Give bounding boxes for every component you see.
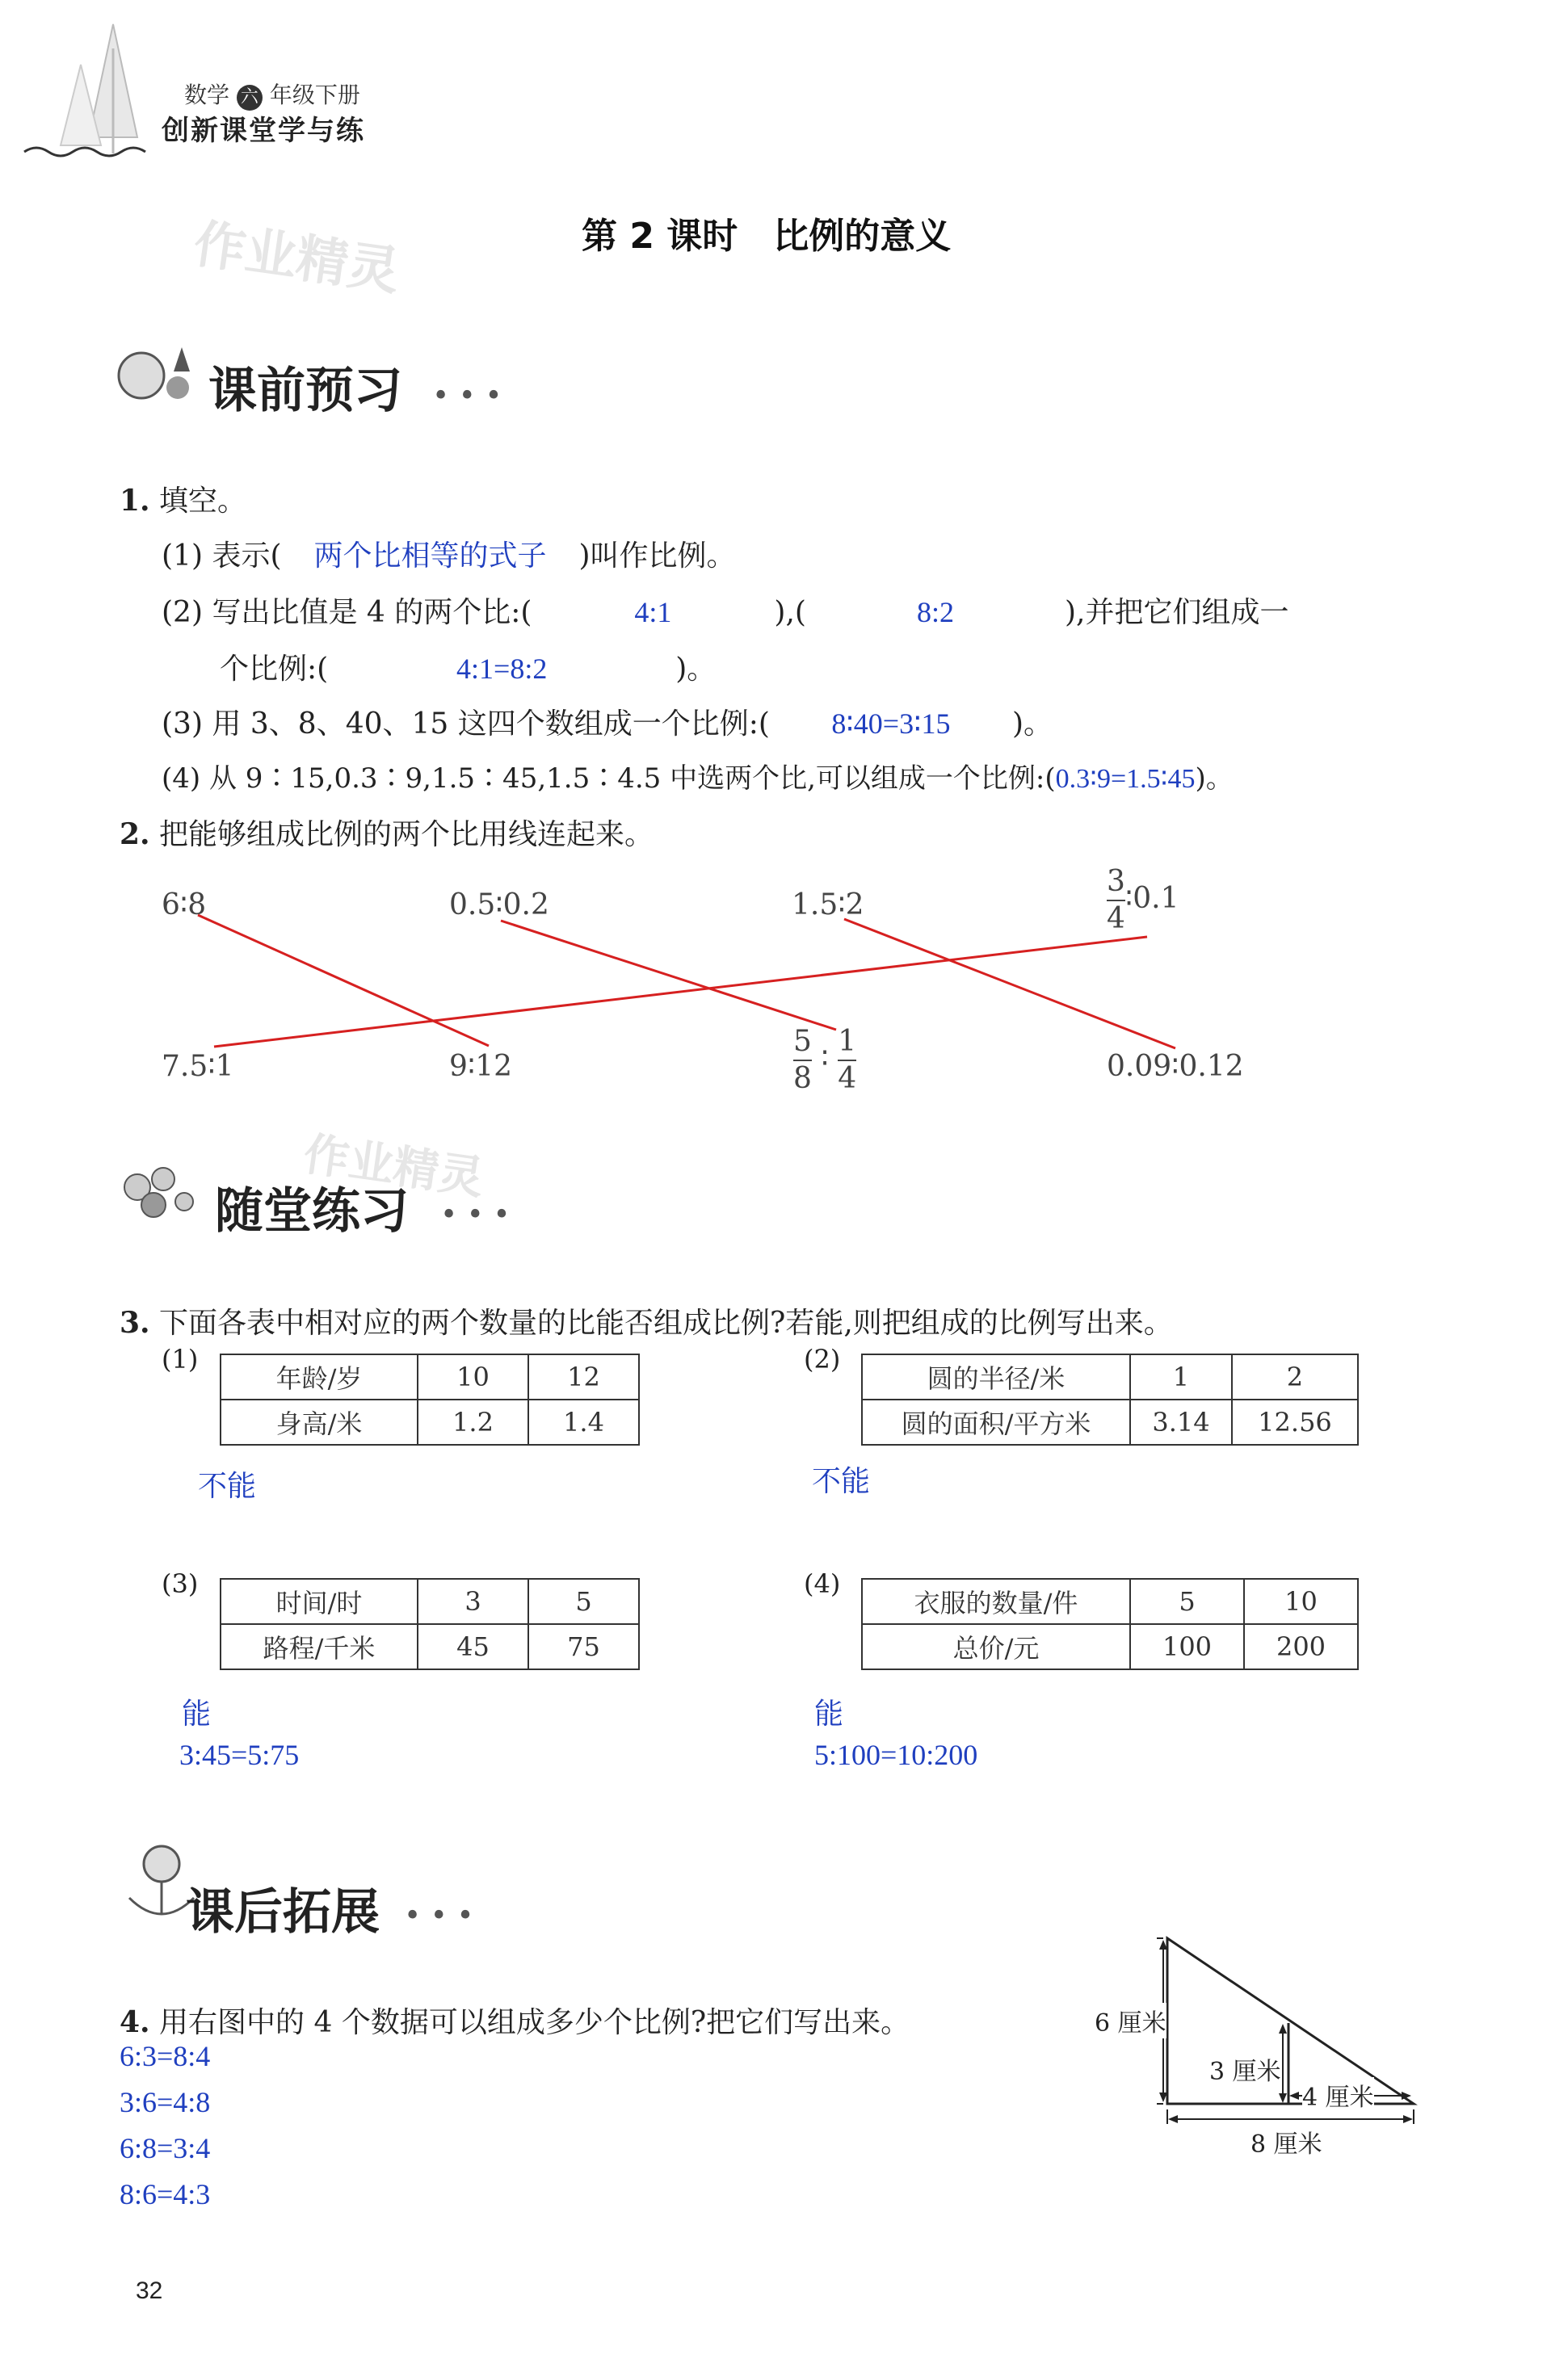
section-in-class: 随堂练习 — [215, 1183, 409, 1240]
match-line-2 — [501, 921, 836, 1030]
q4-answer-2: 3:6=4:8 — [120, 2086, 211, 2118]
match-line-4 — [214, 937, 1147, 1047]
q4-answer-1: 6:3=8:4 — [120, 2040, 211, 2072]
q1-part2-answer1: 4:1 — [634, 596, 672, 628]
q1-part1: (1) 表示( 两个比相等的式子 )叫作比例。 — [162, 539, 736, 573]
ratio-bottom-4: 0.09∶0.12 — [1107, 1050, 1244, 1083]
q3-table3-num: (3) — [162, 1568, 199, 1599]
q3-answer-2: 不能 — [812, 1465, 871, 1497]
fig-label-6cm: 6 厘米 — [1095, 2003, 1166, 2038]
q3-answer-3: 能 — [182, 1698, 212, 1730]
ratio-top-2: 0.5∶0.2 — [449, 888, 549, 921]
fig-label-3cm: 3 厘米 — [1209, 2051, 1281, 2087]
ratio-top-1: 6∶8 — [162, 888, 207, 921]
q3-heading: 3. 下面各表中相对应的两个数量的比能否组成比例?若能,则把组成的比例写出来。 — [120, 1306, 1173, 1340]
q3-table4-num: (4) — [804, 1568, 841, 1599]
page-number: 32 — [136, 2277, 163, 2304]
q4-heading: 4. 用右图中的 4 个数据可以组成多少个比例?把它们写出来。 — [120, 2005, 910, 2039]
lesson-title: 第 2 课时 比例的意义 — [582, 216, 952, 257]
q3-table-3: 时间/时 3 5 路程/千米 45 75 — [220, 1578, 640, 1670]
ratio-bottom-2: 9∶12 — [449, 1050, 513, 1083]
q3-ratio-3: 3:45=5:75 — [179, 1739, 300, 1771]
q1-part2-answer2: 8:2 — [916, 596, 954, 628]
q3-answer-4: 能 — [814, 1698, 844, 1730]
header-subject: 数学 六 年级下册 — [184, 78, 360, 111]
q3-table1-num: (1) — [162, 1344, 199, 1375]
q1-part1-answer: 两个比相等的式子 — [313, 539, 547, 572]
ratio-bottom-1: 7.5∶1 — [162, 1050, 234, 1083]
q2-heading: 2. 把能够组成比例的两个比用线连起来。 — [120, 817, 654, 851]
q4-answer-3: 6:8=3:4 — [120, 2132, 211, 2164]
q1-part2-cont: 个比例:( 4:1=8:2 )。 — [220, 653, 717, 686]
q1-part4: (4) 从 9∶15,0.3∶9,1.5∶45,1.5∶4.5 中选两个比,可以组成一个比例:(0.3∶9=1.5∶45)。 — [162, 762, 1234, 795]
watermark-2: 作业精灵 — [300, 1127, 487, 1206]
section-pre-class: 课前预习 — [208, 363, 402, 419]
dots-decoration-3: • • • — [404, 1899, 474, 1933]
q1-heading: 1. 填空。 — [120, 484, 247, 518]
flower-cluster-icon — [113, 1155, 202, 1228]
q4-answer-4: 8:6=4:3 — [120, 2178, 211, 2210]
watermark: 作业精灵 — [190, 214, 404, 303]
q1-part3-answer: 8∶40=3∶15 — [831, 707, 951, 740]
q3-table-2: 圆的半径/米 1 2 圆的面积/平方米 3.14 12.56 — [861, 1354, 1359, 1446]
q3-answer-1: 不能 — [198, 1470, 257, 1502]
q3-table-1: 年龄/岁 10 12 身高/米 1.2 1.4 — [220, 1354, 640, 1446]
ratio-bottom-3: $\frac{5}{8}$ ∶ $\frac{1}{4}$ — [793, 1025, 857, 1095]
q3-table-4: 衣服的数量/件 5 10 总价/元 100 200 — [861, 1578, 1359, 1670]
fig-label-4cm: 4 厘米 — [1302, 2077, 1374, 2113]
dots-decoration-2: • • • — [440, 1198, 511, 1232]
header-book-title: 创新课堂学与练 — [162, 115, 365, 147]
ratio-top-4: $\frac{3}{4}$ ∶0.1 — [1107, 865, 1179, 935]
q1-part4-answer: 0.3∶9=1.5∶45 — [1055, 764, 1196, 794]
ratio-top-3: 1.5∶2 — [792, 888, 864, 921]
q1-part2-answer3: 4:1=8:2 — [456, 653, 548, 685]
q3-ratio-4: 5:100=10:200 — [814, 1739, 978, 1771]
dots-decoration: • • • — [432, 380, 502, 413]
section-after-class: 课后拓展 — [186, 1884, 380, 1941]
fig-label-8cm: 8 厘米 — [1250, 2124, 1322, 2160]
q3-table2-num: (2) — [804, 1344, 841, 1375]
q1-part2: (2) 写出比值是 4 的两个比:( 4:1 ),( 8:2 ),并把它们组成一 — [162, 596, 1289, 629]
q1-part3: (3) 用 3、8、40、15 这四个数组成一个比例:( 8∶40=3∶15 )。 — [162, 707, 1053, 741]
match-line-1 — [198, 915, 489, 1046]
